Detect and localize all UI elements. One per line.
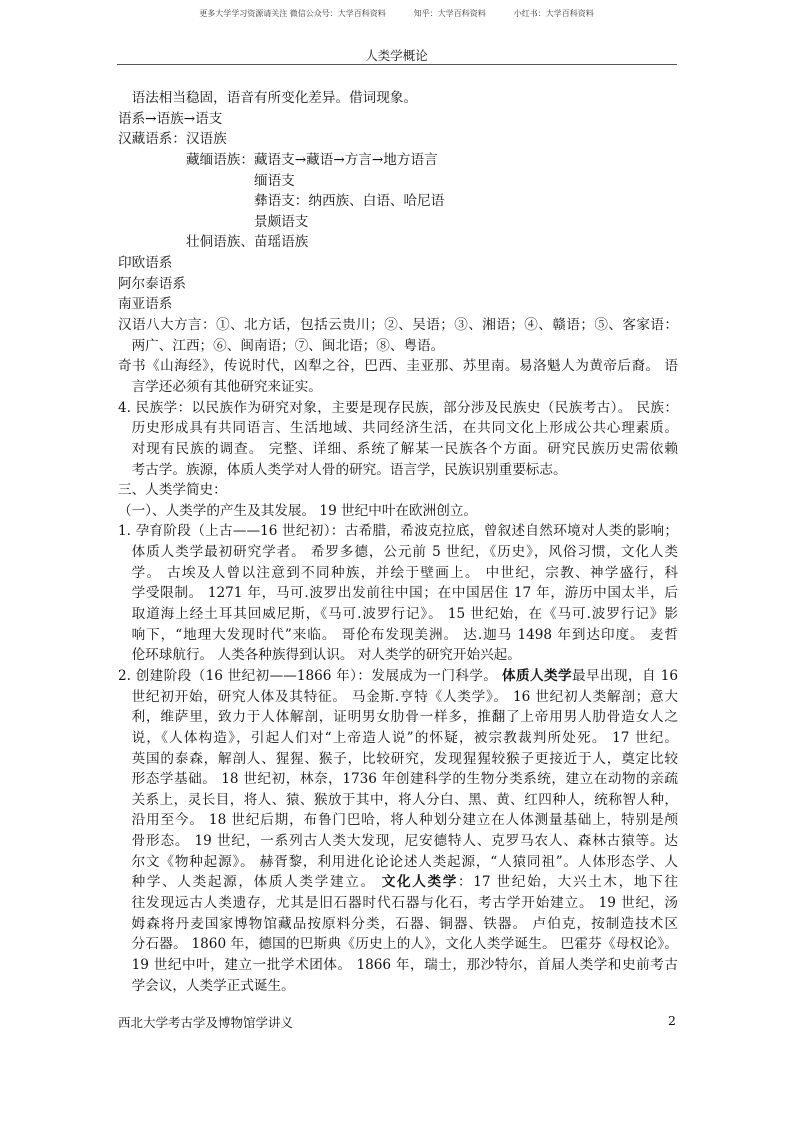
text-segment: 南亚语系 xyxy=(118,296,173,313)
document-body xyxy=(118,88,678,996)
bold-term: 体质人类学 xyxy=(502,667,573,684)
text-line xyxy=(118,501,678,522)
text-segment: 学。 古埃及人曾以注意到不同种族，并绘于壁画上。 中世纪，宗教、神学盛行，科 xyxy=(131,564,678,581)
text-line xyxy=(118,852,678,873)
text-line xyxy=(118,790,678,811)
text-segment: 缅语支 xyxy=(254,172,295,189)
text-line xyxy=(118,914,678,935)
text-line xyxy=(118,707,678,728)
text-line xyxy=(118,645,678,666)
text-line xyxy=(118,439,678,460)
text-line xyxy=(118,150,678,171)
text-line xyxy=(118,460,678,481)
text-segment: 语系→语族→语支 xyxy=(118,110,223,127)
text-segment: 历史形成具有共同语言、生活地域、共同经济生活，在共同文化上形成公共心理素质。 xyxy=(131,420,678,437)
text-segment: 19 世纪中叶，建立一批学术团体。 1866 年，瑞士，那沙特尔，首届人类学和史前考古 xyxy=(131,956,678,973)
text-line xyxy=(118,109,678,130)
text-line xyxy=(118,893,678,914)
text-line xyxy=(118,955,678,976)
text-line xyxy=(118,480,678,501)
text-line xyxy=(118,934,678,955)
text-segment: 语法相当稳固，语音有所变化差异。借词现象。 xyxy=(131,90,418,106)
text-line xyxy=(118,749,678,770)
text-segment: 景颇语支 xyxy=(254,213,309,230)
text-line xyxy=(118,274,678,295)
watermark-wechat: 更多大学学习资源请关注 微信公众号：大学百科资料 xyxy=(199,9,386,18)
text-segment: 彝语支：纳西族、白语、哈尼语 xyxy=(254,193,445,210)
text-segment: 壮侗语族、苗瑶语族 xyxy=(186,234,309,251)
text-segment: 利，维萨里，致力于人体解剖，证明男女肋骨一样多，推翻了上帝用男人肋骨造女人之 xyxy=(131,709,678,726)
text-line xyxy=(118,542,678,563)
text-segment: 体质人类学最初研究学者。 希罗多德，公元前 5 世纪，《历史》，风俗习惯，文化人类 xyxy=(131,544,678,561)
page-number: 2 xyxy=(668,1013,676,1028)
text-segment: 三、人类学简史： xyxy=(118,482,227,499)
text-segment: 言学还必须有其他研究来证实。 xyxy=(131,378,322,395)
text-segment: 学受限制。 1271 年，马可.波罗出发前往中国；在中国居住 17 年，游历中国太半，后 xyxy=(131,585,678,602)
text-segment: 种学、人类起源，体质人类学建立。 xyxy=(131,874,382,891)
text-segment: 印欧语系 xyxy=(118,255,173,272)
text-line xyxy=(118,687,678,708)
text-segment: 最早出现，自 16 xyxy=(572,667,678,684)
header-rule xyxy=(117,64,677,65)
text-line xyxy=(118,212,678,233)
text-line xyxy=(118,769,678,790)
text-segment: （一）、人类学的产生及其发展。 19 世纪中叶在欧洲创立。 xyxy=(118,502,477,519)
text-line xyxy=(118,294,678,315)
text-segment: 两广、江西；⑥、闽南语；⑦、闽北语；⑧、粤语。 xyxy=(131,337,445,354)
text-line xyxy=(118,191,678,212)
watermark-zhihu: 知乎：大学百科资料 xyxy=(413,9,486,18)
text-line xyxy=(118,377,678,398)
text-line xyxy=(118,604,678,625)
text-line xyxy=(118,418,678,439)
text-line xyxy=(118,171,678,192)
text-segment: 沿用至今。 18 世纪后期，布鲁门巴哈，将人种划分建立在人体测量基础上，特别是颅 xyxy=(131,812,678,829)
watermark-xiaohongshu: 小红书：大学百科资料 xyxy=(513,9,594,18)
text-segment: 对现有民族的调查。 完整、详细、系统了解某一民族各个方面。研究民族历史需依赖 xyxy=(131,440,678,457)
text-line xyxy=(118,666,678,687)
text-segment: 英国的泰森，解剖人、猩猩、猴子，比较研究，发现猩猩较猴子更接近于人，奠定比较 xyxy=(131,750,678,767)
text-segment: 学会议，人类学正式诞生。 xyxy=(131,977,295,994)
text-segment: 考古学。族源，体质人类学对人骨的研究。语言学，民族识别重要标志。 xyxy=(131,461,567,478)
text-line xyxy=(118,872,678,893)
text-segment: 奇书《山海经》，传说时代，凶犁之谷，巴西、圭亚那、苏里南。易洛魁人为黄帝后裔。 语 xyxy=(118,358,678,375)
text-line xyxy=(118,356,678,377)
text-segment: 往发现远古人类遗存，尤其是旧石器时代石器与化石，考古学开始建立。 19 世纪，汤 xyxy=(131,894,678,911)
text-segment: 汉语八大方言：①、北方话，包括云贵川；②、吴语；③、湘语；④、赣语；⑤、客家语： xyxy=(118,317,678,334)
watermark-header xyxy=(0,8,793,19)
text-segment: 姆森将丹麦国家博物馆藏品按原料分类，石器、铜器、铁器。 卢伯克，按制造技术区 xyxy=(131,915,678,932)
text-line xyxy=(118,129,678,150)
text-line xyxy=(118,88,678,109)
text-segment: 汉藏语系：汉语族 xyxy=(118,131,227,148)
text-line xyxy=(118,315,678,336)
text-line xyxy=(118,625,678,646)
text-segment: 关系上，灵长目，将人、猿、猴放于其中，将人分白、黑、黄、红四种人，统称智人种， xyxy=(131,791,678,808)
text-segment: 伦环球航行。 人类各种族得到认识。 对人类学的研究开始兴起。 xyxy=(131,647,521,664)
text-line xyxy=(118,253,678,274)
text-line xyxy=(118,728,678,749)
text-line xyxy=(118,398,678,419)
text-segment: 尔文《物种起源》。 赫胥黎，利用进化论论述人类起源，“人猿同祖”。人体形态学、人 xyxy=(131,853,678,870)
text-segment: ：17 世纪始，大兴土木，地下往 xyxy=(458,874,678,891)
text-segment: 取道海上经土耳其回威尼斯，《马可.波罗行记》。 15 世纪始，在《马可.波罗行记》影 xyxy=(131,606,678,623)
text-segment: 响下，“地理大发现时代”来临。 哥伦布发现美洲。 达.迦马 1498 年到达印度。 麦哲 xyxy=(131,626,678,643)
text-line xyxy=(118,810,678,831)
text-line xyxy=(118,831,678,852)
text-line xyxy=(118,976,678,997)
running-header-title: 人类学概论 xyxy=(365,48,428,63)
text-line xyxy=(118,336,678,357)
text-segment: 说，《人体构造》，引起人们对“上帝造人说”的怀疑，被宗教裁判所处死。 17 世纪。 xyxy=(131,729,678,746)
text-segment: 世纪初开始，研究人体及其特征。 马金斯.亨特《人类学》。 16 世纪初人类解剖；意大 xyxy=(131,688,678,705)
text-segment: 阿尔泰语系 xyxy=(118,275,186,292)
text-line xyxy=(118,583,678,604)
text-segment: 骨形态。 19 世纪，一系列古人类大发现，尼安德特人、克罗马农人、森林古猿等。达 xyxy=(131,833,678,850)
text-segment: 1. 孕育阶段（上古——16 世纪初）：古希腊，希波克拉底，曾叙述自然环境对人类的影响； xyxy=(118,523,678,540)
bold-term: 文化人类学 xyxy=(381,874,459,891)
text-line xyxy=(118,563,678,584)
text-segment: 形态学基础。 18 世纪初，林奈，1736 年创建科学的生物分类系统，建立在动物的亲疏 xyxy=(131,771,678,788)
text-line xyxy=(118,521,678,542)
footer-text: 西北大学考古学及博物馆学讲义 xyxy=(118,1015,294,1030)
text-segment: 藏缅语族：藏语支→藏语→方言→地方语言 xyxy=(186,151,438,168)
text-segment: 2. 创建阶段（16 世纪初——1866 年）：发展成为一门科学。 xyxy=(118,667,503,684)
text-segment: 分石器。 1860 年，德国的巴斯典《历史上的人》，文化人类学诞生。 巴霍芬《母权论》。 xyxy=(131,936,678,953)
text-segment: 4. 民族学：以民族作为研究对象，主要是现存民族，部分涉及民族史（民族考古）。 民族： xyxy=(118,399,678,416)
text-line xyxy=(118,232,678,253)
